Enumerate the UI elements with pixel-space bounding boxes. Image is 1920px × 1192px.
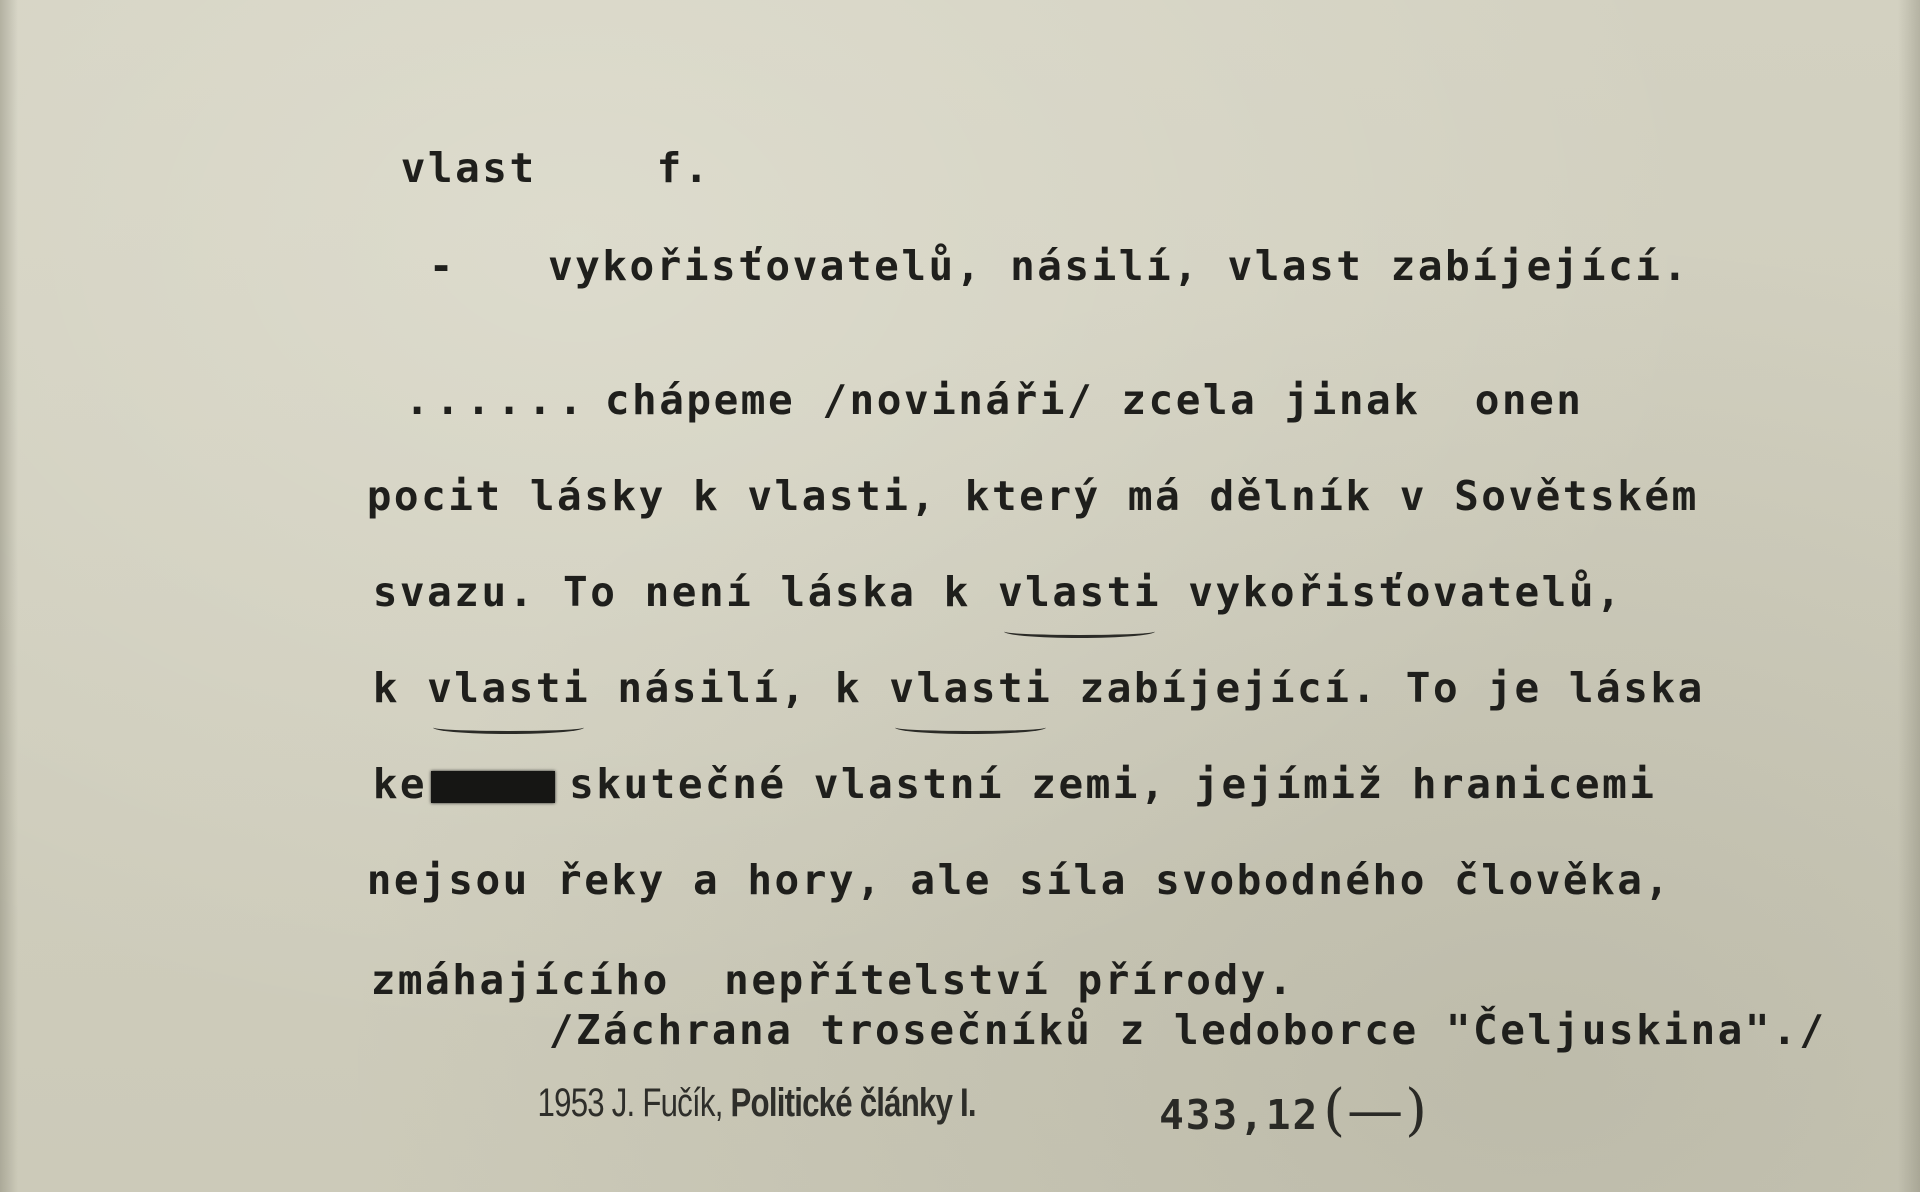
quote-text-5b: skutečné vlastní zemi, jejímiž hranicemi bbox=[569, 760, 1657, 808]
strikeout-blot bbox=[431, 771, 555, 803]
quote-text-2: pocit lásky k vlasti, který má dělník v Sovětském bbox=[366, 472, 1699, 520]
source-text: /Záchrana trosečníků z ledoborce "Čeljuskina"./ bbox=[548, 1006, 1827, 1054]
collocation-text: vykořisťovatelů, násilí, vlast zabíjející. bbox=[547, 242, 1690, 290]
quote-text-4a: k bbox=[372, 664, 428, 712]
quote-text-3c: vykořisťovatelů, bbox=[1161, 568, 1624, 616]
quote-text-7: zmáhajícího nepřítelství přírody. bbox=[370, 956, 1296, 1004]
stamp-author: J. Fučík, bbox=[611, 1081, 723, 1125]
stamp-year: 1953 bbox=[537, 1081, 604, 1125]
quote-text-6: nejsou řeky a hory, ale síla svobodného člověka, bbox=[366, 856, 1672, 904]
headword: vlast bbox=[400, 144, 537, 192]
underlined-word: vlasti bbox=[889, 664, 1053, 712]
collocation-line bbox=[320, 194, 1690, 338]
quote-text-4e: zabíjející. To je láska bbox=[1052, 664, 1705, 712]
ellipsis-dots: ...... bbox=[404, 376, 589, 424]
quote-text-3a: svazu. To není láska k bbox=[372, 568, 998, 616]
underlined-word: vlasti bbox=[427, 664, 591, 712]
underlined-word: vlasti bbox=[997, 568, 1162, 616]
quote-text-5a: ke bbox=[372, 760, 428, 808]
quote-text-1: chápeme /novináři/ zcela jinak onen bbox=[604, 376, 1584, 424]
collocation-dash: - bbox=[428, 242, 456, 290]
stamp-title: Politické články I. bbox=[730, 1081, 976, 1125]
handwritten-mark: (—) bbox=[1323, 1078, 1429, 1143]
reference-number: 433,12 bbox=[1159, 1091, 1320, 1139]
quote-text-4c: násilí, k bbox=[590, 664, 890, 712]
bibliographic-stamp bbox=[506, 1036, 976, 1171]
page-reference bbox=[1100, 1024, 1429, 1192]
part-of-speech: f. bbox=[656, 144, 712, 192]
